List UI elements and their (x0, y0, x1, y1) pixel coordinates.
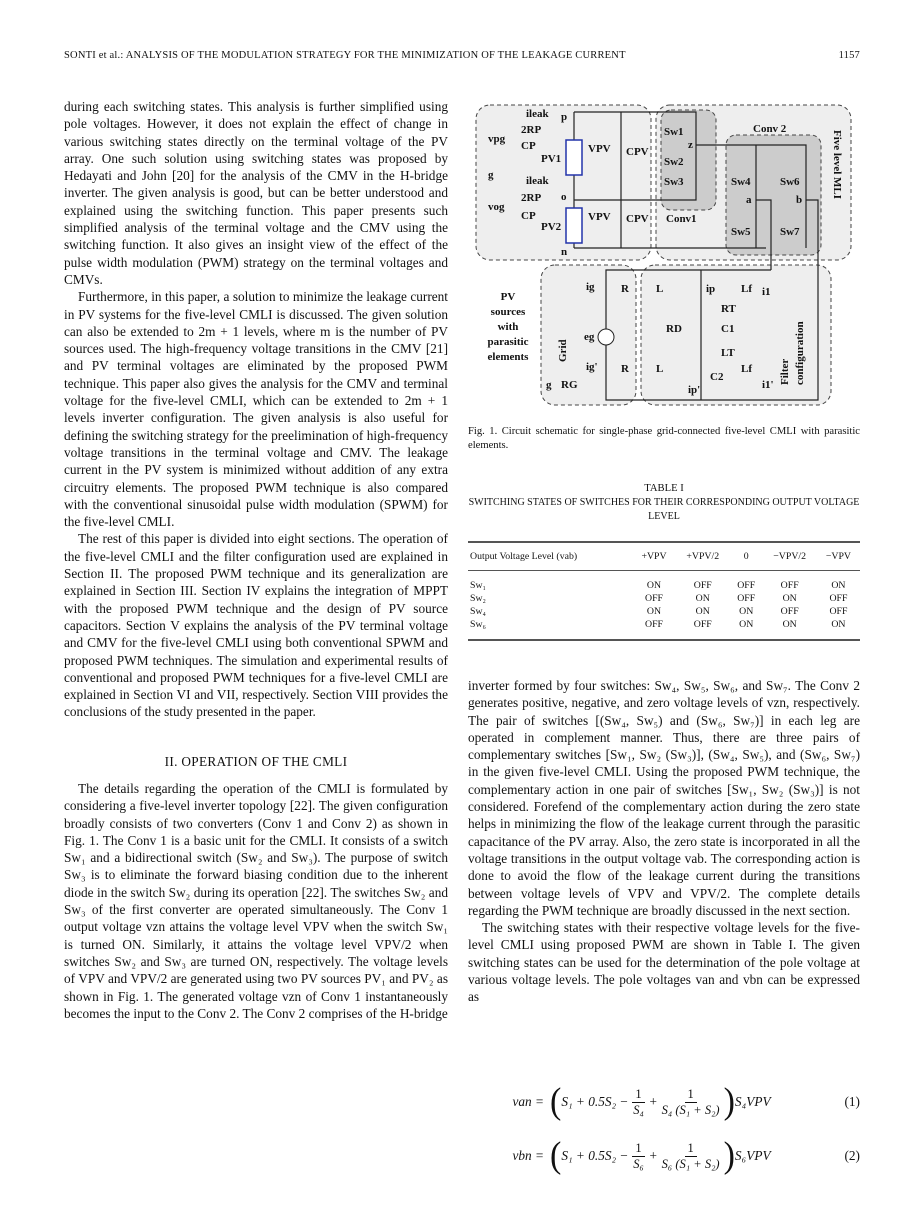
eq-rhs: S₄VPV (734, 1094, 771, 1109)
paragraph: Furthermore, in this paper, a solution to minimize the leakage current in PV systems for the five-level CMLI is discussed. The given solution can also be extended to 2m + 1 levels, where m is the number of PV sources used. The high-frequency voltage transitions in the CMV [21] and PV terminal voltages are eliminated by the proposed PWM technique. This paper also gives the analysis for the CMV and terminal voltage for the five-level CMLI, which can be extended to 2m + 1 levels inverter configuration. The given analysis is also useful for defining the switching strategy for the preelimination of high-frequency voltage transitions in the terminal voltage and CMV. The leakage current in the PV system is minimized without addition of any extra circuitry elements. The proposed PWM technique is also compared with the conventional sinusoidal pulse width modulation (SPWM) for the five-level CMLI. (64, 289, 448, 530)
table-title: TABLE I (644, 483, 684, 494)
table-header-cell: +VPV (641, 551, 667, 562)
label-ip: ip (706, 283, 716, 295)
eq-terms: S₁ + 0.5S₂ − (561, 1148, 629, 1163)
eq-plus: + (648, 1094, 658, 1109)
label-cpv: CPV (626, 213, 649, 225)
table-row (468, 592, 860, 605)
table-cell: Sw₂ (470, 593, 486, 604)
section-heading: II. OPERATION OF THE CMLI (164, 753, 348, 769)
table-cell: Sw₁ (470, 580, 486, 591)
table-cell: OFF (737, 593, 756, 604)
table-cell: ON (695, 606, 710, 617)
eq-lhs: van = (512, 1094, 544, 1109)
label-lf: Lf (741, 363, 752, 375)
label-p: p (561, 111, 568, 123)
label-ig: ig (586, 281, 595, 293)
paragraph: during each switching states. This analysis is further simplified using pole voltages. However, it does not explain the effect of change in various switching states directly on the terminal voltage of the PV array. One such solution using switching states was proposed by Hedayati and John [20] for the analysis of the CMV in the H-bridge inverter. The given analysis is good, but can be better understood and explained using the switching function. This paper presents such simplified analysis of the terminal voltage and the CMV using the switching function. It also gives an insight view of the effect of the pulse width modulation (PWM) strategy on the terminal voltages and CMVs. (64, 99, 448, 287)
table-cell: ON (782, 619, 797, 630)
eq-frac-den: S₆ (S₁ + S₂) (661, 1156, 720, 1171)
eq-frac-den: S₆ (633, 1156, 644, 1171)
page-number: 1157 (838, 50, 860, 61)
label-c2: C2 (710, 371, 724, 383)
paragraph: inverter formed by four switches: Sw₄, Sw₅, Sw₆, and Sw₇. The Conv 2 generates positive, negative, and zero voltage levels of vzn, respectively. The pair of switches [(Sw₄, Sw₅) and (Sw₆, Sw₇)] in each leg are operated in complement manner. Thus, there are three pairs of complementary switches [Sw₁, Sw₂ (Sw₃)], (Sw₄, Sw₅), and (Sw₆, Sw₇) in the given five-level CMLI. Using the proposed PWM technique, the complementary action in one pair of switches [Sw₁, Sw₂ (Sw₃)] is not considered. Forefend of the complementary action during the zero state helps in minimizing the flow of the leakage current through the parasitic capacitance of the PV array. Also, the zero state is incorporated in all the voltage transitions in the output voltage vab. The corresponding action is done to avoid the flow of the leakage current during the transitions between voltage levels of VPV and VPV/2. The complete details regarding the PWM technique are broadly discussed in the next section. (468, 678, 860, 918)
label-rg: RG (561, 379, 578, 391)
table-cell: ON (831, 580, 846, 591)
table-cell: OFF (693, 619, 712, 630)
table-cell: OFF (829, 606, 848, 617)
eq-terms: S₁ + 0.5S₂ − (561, 1094, 629, 1109)
label-l: L (656, 363, 664, 375)
pv-sources-box (476, 105, 651, 260)
eq-frac-num: 1 (685, 1141, 697, 1157)
eq-frac-num: 1 (632, 1087, 644, 1103)
label-ileak: ileak (526, 108, 549, 120)
label-sw1: Sw1 (664, 126, 684, 138)
label-conv2: Conv 2 (753, 123, 787, 135)
table-header-cell: Output Voltage Level (vab) (470, 551, 578, 562)
figure-caption: Fig. 1. Circuit schematic for single-phase grid-connected five-level CMLI with parasitic elements. (468, 426, 860, 451)
table-cell: ON (782, 593, 797, 604)
paragraph: The details regarding the operation of the CMLI is formulated by considering a five-level inverter topology [22]. The given configuration broadly consists of two converters (Conv 1 and Conv 2) as shown in Fig. 1. The Conv 1 is a basic unit for the CMLI. It consists of a switch Sw₁ and a bidirectional switch (Sw₂ and Sw₃). The purpose of switch Sw₃ is to eliminate the forward biasing condition due to the inherent diode in the switch Sw₂ during its operation [22]. The switches Sw₂ and Sw₃ of the first converter are operated simultaneously. The Conv 1 output voltage vzn attains the voltage level VPV when the switch Sw₁ is turned ON. Similarly, it attains the voltage level VPV/2 when switches Sw₂ and Sw₃ are turned ON, respectively. The voltage levels of VPV and VPV/2 are generated using two PV sources PV₁ and PV₂ as shown in Fig. 1. The generated voltage vzn of Conv 1 instantaneously becomes the input to the Conv 2. The Conv 2 comprises of the H-bridge (64, 780, 448, 1021)
eq-plus: + (648, 1148, 658, 1163)
label-rp: 2RP (521, 124, 542, 136)
pv1-panel (566, 140, 582, 175)
eq-number: (2) (844, 1148, 860, 1163)
label-o: o (561, 191, 567, 203)
label-r: R (621, 363, 629, 375)
label-sw4: Sw4 (731, 176, 751, 188)
table-cell: Sw₄ (470, 606, 486, 617)
table-title-block (468, 482, 860, 524)
table-header-cell: 0 (743, 551, 749, 562)
eq-rhs: S₆VPV (734, 1148, 771, 1163)
label-n: n (561, 246, 568, 258)
label-sw5: Sw5 (731, 226, 751, 238)
label-rp: 2RP (521, 192, 542, 204)
label-rt: RT (721, 303, 736, 315)
label-cp: CP (521, 210, 536, 222)
label-cp: CP (521, 140, 536, 152)
table-header-cell: −VPV/2 (773, 551, 807, 562)
label-pv-sources: PV (500, 291, 516, 303)
label-ip2: ip' (688, 384, 701, 396)
label-i1: i1 (762, 286, 771, 298)
running-title: SONTI et al.: ANALYSIS OF THE MODULATION STRATEGY FOR THE MINIMIZATION OF THE LEAKAGE CURRENT (64, 50, 626, 61)
label-conv1: Conv1 (666, 213, 697, 225)
table-cell: ON (739, 619, 754, 630)
label-vpv: VPV (588, 143, 611, 155)
table-cell: OFF (645, 619, 663, 630)
label-vog: vog (488, 201, 505, 213)
label-sw7: Sw7 (780, 226, 800, 238)
table-header-cell: +VPV/2 (686, 551, 720, 562)
table-cell: OFF (737, 580, 756, 591)
label-lt: LT (721, 347, 735, 359)
eq-number: (1) (844, 1094, 860, 1109)
table-cell: OFF (780, 606, 799, 617)
label-pv-sources: parasitic (487, 336, 529, 348)
table-cell: OFF (693, 580, 712, 591)
label-sw3: Sw3 (664, 176, 684, 188)
label-pv2: PV2 (541, 221, 562, 233)
label-a: a (746, 194, 752, 206)
label-g: g (488, 169, 494, 181)
table-cell: ON (831, 619, 846, 630)
label-pv-sources: with (497, 321, 519, 333)
label-ig2: ig' (586, 361, 598, 373)
label-i12: i1' (762, 379, 774, 391)
eq-frac-den: S₄ (633, 1102, 644, 1117)
label-sw2: Sw2 (664, 156, 684, 168)
label-eg: eg (584, 331, 595, 343)
label-vpv: VPV (588, 211, 611, 223)
label-mli: Five level MLI (831, 130, 843, 200)
label-z: z (688, 139, 693, 151)
label-lf: Lf (741, 283, 752, 295)
label-g: g (546, 379, 552, 391)
running-header (64, 50, 860, 61)
eq-frac-num: 1 (632, 1141, 644, 1157)
paragraph: The switching states with their respective voltage levels for the five-level CMLI using proposed PWM are shown in Table I. The given switching states can be used for the determination of the pole voltage at various voltage levels. The pole voltages van and vbn can be expressed as (468, 920, 860, 1005)
table-cell: OFF (780, 580, 799, 591)
label-b: b (796, 194, 803, 206)
label-pv-sources: elements (487, 351, 529, 363)
label-pv1: PV1 (541, 153, 562, 165)
table-cell: OFF (829, 593, 848, 604)
table-cell: ON (739, 606, 754, 617)
table-cell: ON (646, 580, 662, 591)
table-header-cell: −VPV (825, 551, 851, 562)
ac-source-icon (598, 329, 614, 345)
equation-2: vbn = ( S₁ + 0.5S₂ − $\frac{1}{\text{S₆}}$ + $\frac{1}{\text{S₆ (S₁ + S₂)}}$ ) S₆VPV (2) (468, 1134, 860, 1178)
label-filter: configuration (794, 321, 806, 385)
eq-frac-den: S₄ (S₁ + S₂) (661, 1102, 720, 1117)
eq-frac-num: 1 (685, 1087, 697, 1103)
equation-1: van = ( S₁ + 0.5S₂ − $\frac{1}{\text{S₄}}$ + $\frac{1}{\text{S₄ (S₁ + S₂)}}$ ) S₄VPV (1) (468, 1080, 860, 1124)
table-cell: ON (695, 593, 710, 604)
table-row (468, 571, 860, 593)
table-cell: Sw₆ (470, 619, 486, 630)
paragraph: The rest of this paper is divided into eight sections. The operation of the five-level CMLI and the filter configuration used are explained in Section II. The proposed PWM technique and its generalization are explained in Section III. Section IV explains the integration of MPPT with the proposed PWM technique and the design of PV source capacitors. Section V explains the analysis of the PV terminal voltage and CMV for the five-level CMLI using both conventional SPWM and proposed PWM techniques. The simulation and experimental results of conventional and proposed PWM techniques for a five-level CMLI are explained in Section VI and VII, respectively. Section VIII provides the conclusions of the study presented in the paper. (64, 531, 448, 720)
table-cell: OFF (645, 593, 663, 604)
label-rd: RD (666, 323, 682, 335)
label-r: R (621, 283, 629, 295)
label-cpv: CPV (626, 146, 649, 158)
switching-states-table (468, 541, 860, 641)
pv2-panel (566, 208, 582, 243)
label-ileak: ileak (526, 175, 549, 187)
label-vpg: vpg (488, 133, 506, 145)
label-grid: Grid (557, 339, 569, 362)
table-header-row (468, 542, 860, 571)
label-sw6: Sw6 (780, 176, 800, 188)
table-subtitle: SWITCHING STATES OF SWITCHES FOR THEIR CORRESPONDING OUTPUT VOLTAGE LEVEL (468, 497, 860, 522)
label-filter: Filter (779, 358, 791, 385)
left-column (64, 98, 448, 1022)
label-pv-sources: sources (490, 306, 526, 318)
table-cell: ON (646, 606, 662, 617)
table-row (468, 618, 860, 640)
table-row (468, 605, 860, 618)
label-l: L (656, 283, 664, 295)
circuit-schematic-figure (466, 100, 866, 410)
eq-lhs: vbn = (512, 1148, 544, 1163)
right-column (468, 677, 860, 1006)
label-c1: C1 (721, 323, 735, 335)
